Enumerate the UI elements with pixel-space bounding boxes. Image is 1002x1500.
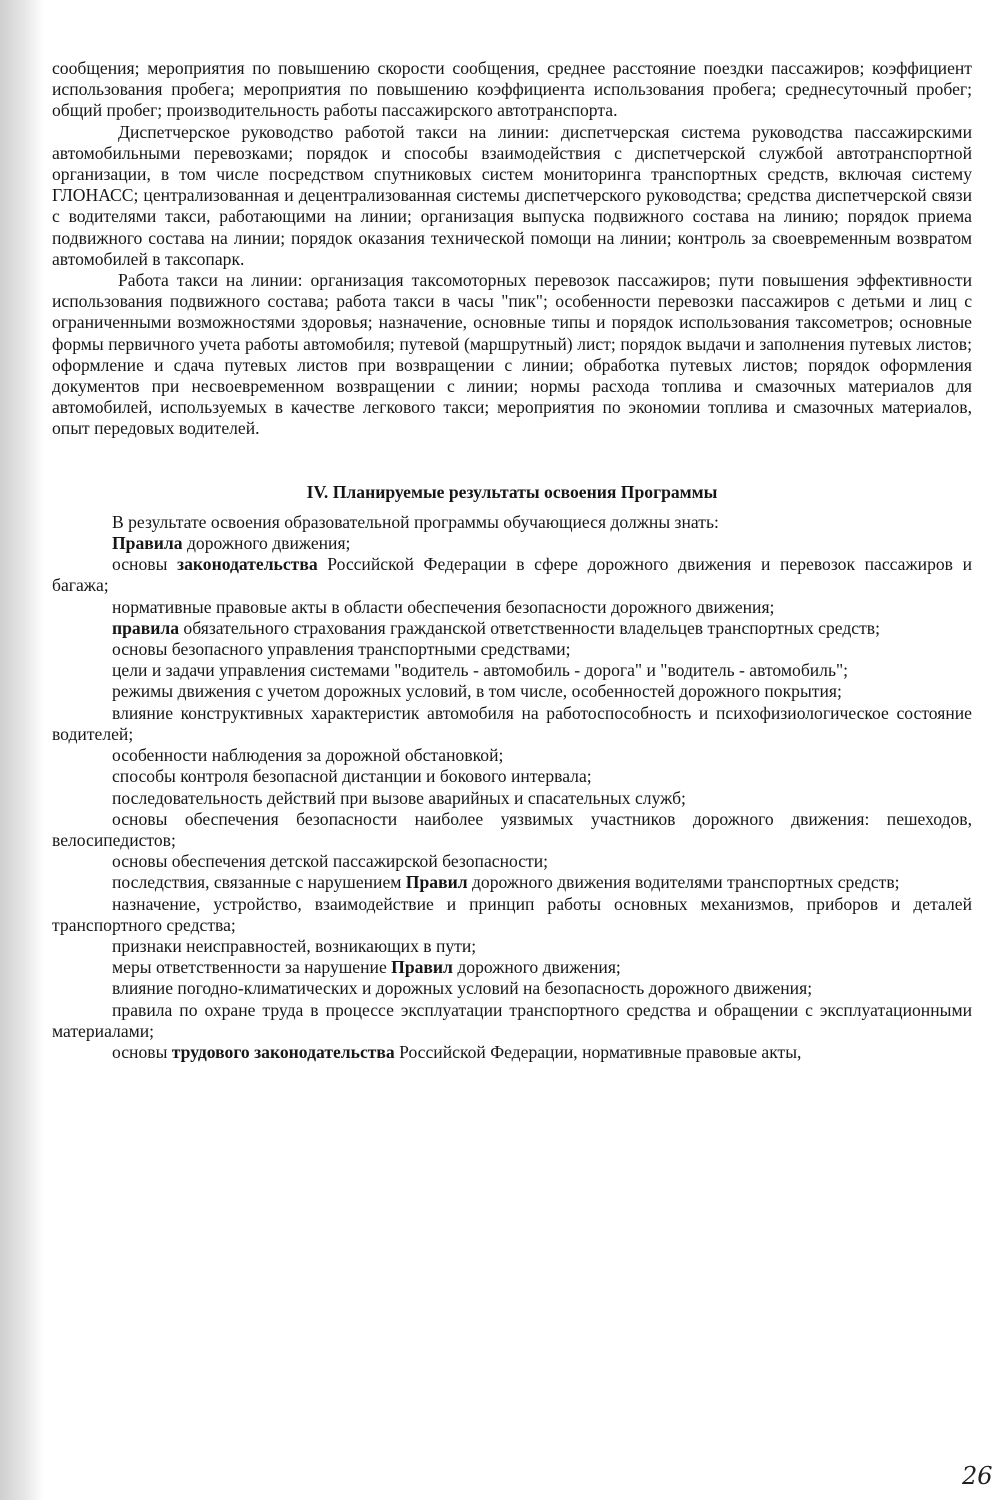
result-item-text: основы обеспечения безопасности наиболее уязвимых участников дорожного движения: пешеходов, велосипедистов; — [52, 808, 972, 850]
paragraph-dispatch-management: Диспетчерское руководство работой такси на линии: диспетчерская система руководства пассажирскими автомобильными перевозками; порядок и способы взаимодействия с диспетчерской службой автотранспортной организации, в том числе посредством спутниковых систем мониторинга транспортных средств, включая систему ГЛОНАСС; централизованная и децентрализованная системы диспетчерского руководства; средства диспетчерской связи с водителями такси, работающими на линии; организация выпуска подвижного состава на линию; порядок приема подвижного состава на линии; порядок оказания технической помощи на линии; контроль за своевременным возвратом автомобилей в таксопарк. — [52, 121, 972, 269]
paragraph-taxi-line-work: Работа такси на линии: организация таксомоторных перевозок пассажиров; пути повышения эффективности использования подвижного состава; работа такси в часы "пик"; особенности перевозки пассажиров с детьми и лиц с ограниченными возможностями здоровья; назначение, основные типы и порядок использования таксометров; основные формы первичного учета работы автомобиля; путевой (маршрутный) лист; порядок выдачи и заполнения путевых листов; оформление и сдача путевых листов при возвращении с линии; обработка путевых листов; порядок оформления документов при несвоевременном возвращении с линии; нормы расхода топлива и смазочных материалов для автомобилей, используемых в качестве легкового такси; мероприятия по экономии топлива и смазочных материалов, опыт передовых водителей. — [52, 270, 972, 439]
result-item-text: назначение, устройство, взаимодействие и принцип работы основных механизмов, приборов и деталей транспортного средства; — [52, 893, 972, 935]
result-item — [52, 618, 972, 639]
result-item — [52, 894, 972, 936]
result-item-text: последствия, связанные с нарушением — [112, 872, 406, 893]
result-item-emphasis: правила — [112, 617, 180, 638]
section-title: IV. Планируемые результаты освоения Программы — [306, 481, 718, 502]
result-item-text: Российской Федерации в сфере дорожного движения и перевозок пассажиров и багажа; — [52, 554, 972, 596]
result-item — [52, 554, 972, 596]
result-item-text: основы обеспечения детской пассажирской безопасности; — [112, 851, 549, 872]
result-item-text: Российской Федерации, нормативные правовые акты, — [394, 1041, 802, 1062]
result-item-text: меры ответственности за нарушение — [112, 957, 392, 978]
result-item — [52, 851, 972, 872]
result-item — [52, 957, 972, 978]
result-item — [52, 936, 972, 957]
scan-shadow-edge — [0, 0, 44, 1500]
document-page — [52, 58, 972, 1063]
result-item — [52, 1042, 972, 1063]
result-item — [52, 597, 972, 618]
result-item-text: основы — [112, 554, 177, 575]
result-item — [52, 703, 972, 745]
result-item-text: цели и задачи управления системами "водитель - автомобиль - дорога" и "водитель - автомобиль"; — [112, 660, 849, 681]
result-item-text: дорожного движения водителями транспортных средств; — [467, 872, 900, 893]
results-list — [52, 533, 972, 1063]
result-item — [52, 745, 972, 766]
result-item — [52, 1000, 972, 1042]
result-item-text: влияние погодно-климатических и дорожных условий на безопасность дорожного движения; — [112, 978, 813, 999]
result-item-emphasis: Правил — [391, 957, 453, 978]
result-item — [52, 809, 972, 851]
result-item-text: способы контроля безопасной дистанции и бокового интервала; — [112, 766, 592, 787]
result-item-emphasis: трудового законодательства — [171, 1041, 395, 1062]
result-item — [52, 872, 972, 893]
result-item-text: дорожного движения; — [182, 533, 351, 554]
result-item-text: последовательность действий при вызове аварийных и спасательных служб; — [112, 787, 686, 808]
result-item — [52, 681, 972, 702]
result-item-emphasis: Правила — [112, 533, 183, 554]
result-item-text: обязательного страхования гражданской ответственности владельцев транспортных средств; — [179, 617, 880, 638]
result-item — [52, 766, 972, 787]
result-item-text: признаки неисправностей, возникающих в пути; — [112, 935, 477, 956]
result-item-text: особенности наблюдения за дорожной обстановкой; — [112, 745, 504, 766]
paragraph-transport-metrics: сообщения; мероприятия по повышению скорости сообщения, среднее расстояние поездки пассажиров; коэффициент использования пробега; мероприятия по повышению коэффициента использования пробега; среднесуточный пробег; общий пробег; производительность работы пассажирского автотранспорта. — [52, 58, 972, 121]
result-item-text: режимы движения с учетом дорожных условий, в том числе, особенностей дорожного покрытия; — [112, 681, 842, 702]
section-lead: В результате освоения образовательной программы обучающиеся должны знать: — [112, 511, 719, 532]
page-number: 26 — [962, 1462, 993, 1490]
result-item-text: основы — [112, 1041, 172, 1062]
result-item-text: правила по охране труда в процессе эксплуатации транспортного средства и обращении с эксплуатационными материалами; — [52, 999, 972, 1041]
result-item — [52, 639, 972, 660]
result-item-text: дорожного движения; — [452, 957, 621, 978]
result-item-text: влияние конструктивных характеристик автомобиля на работоспособность и психофизиологическое состояние водителей; — [52, 702, 972, 744]
result-item-text: нормативные правовые акты в области обеспечения безопасности дорожного движения; — [112, 596, 775, 617]
result-item — [52, 533, 972, 554]
result-item — [52, 660, 972, 681]
result-item-emphasis: законодательства — [177, 554, 318, 575]
result-item — [52, 978, 972, 999]
result-item-emphasis: Правил — [405, 872, 468, 893]
result-item-text: основы безопасного управления транспортными средствами; — [112, 639, 571, 660]
result-item — [52, 788, 972, 809]
